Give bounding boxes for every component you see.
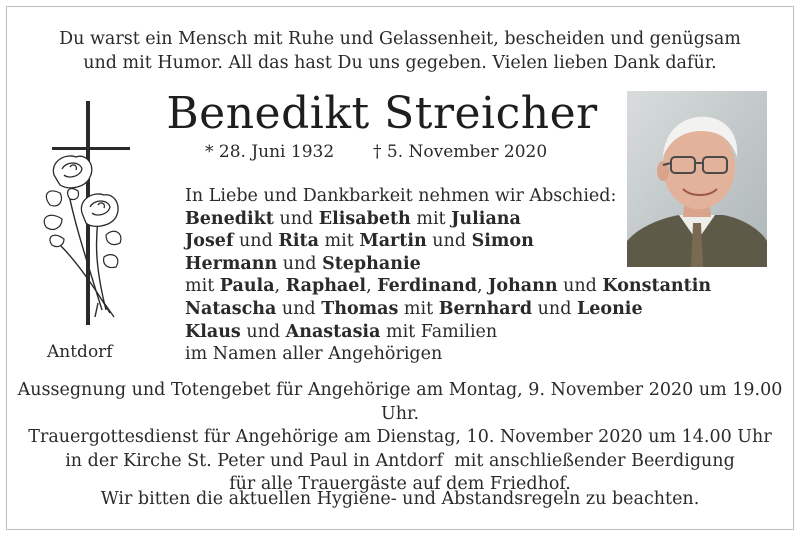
family-line-2 (185, 230, 645, 253)
family-name: Martin (359, 231, 427, 252)
intro-line-1: Du warst ein Mensch mit Ruhe und Gelassenheit, bescheiden und genügsam (59, 29, 741, 49)
family-name: Johann (488, 276, 558, 297)
family-connector: und (276, 298, 322, 319)
obituary-notice (7, 7, 793, 529)
family-separator: , (476, 276, 489, 297)
family-line-5 (185, 298, 645, 321)
family-connector: mit (398, 298, 439, 319)
family-connector: mit (318, 231, 360, 252)
family-name: Bernhard (438, 298, 533, 319)
family-line-7: im Namen aller Angehörigen (185, 344, 443, 365)
family-name: Raphael (285, 276, 367, 297)
family-name: Thomas (321, 298, 399, 319)
family-name: Rita (278, 231, 319, 252)
closing-note: Wir bitten die aktuellen Hygiene- und Abstandsregeln zu beachten. (100, 489, 700, 509)
family-connector: und (532, 298, 577, 319)
family-list (185, 185, 712, 366)
family-line-3 (185, 253, 645, 276)
intro-line-2: und mit Humor. All das hast Du uns gegeben. Vielen lieben Dank dafür. (83, 53, 717, 73)
family-name: Juliana (451, 208, 521, 229)
family-name: Elisabeth (318, 208, 411, 229)
family-name: Josef (185, 231, 234, 252)
family-name: Benedikt (185, 208, 274, 229)
family-line-1 (185, 208, 645, 231)
family-name: Ferdinand (377, 276, 477, 297)
family-name: Natascha (185, 298, 277, 319)
family-connector: mit Familien (380, 321, 498, 342)
family-connector: und (557, 276, 603, 297)
family-connector: und (273, 208, 319, 229)
service-details (7, 379, 793, 497)
family-connector: und (233, 231, 279, 252)
family-name: Klaus (185, 321, 241, 342)
service-line-1: Aussegnung und Totengebet für Angehörige am Montag, 9. November 2020 um 19.00 Uhr. (17, 380, 783, 424)
cross-with-roses-icon (40, 95, 130, 325)
family-heading: In Liebe und Dankbarkeit nehmen wir Abschied: (185, 186, 617, 206)
family-name: Simon (471, 231, 534, 252)
family-connector: und (426, 231, 472, 252)
family-line-4 (185, 275, 712, 298)
family-connector: und (277, 253, 323, 274)
family-name: Anastasia (285, 321, 381, 342)
family-connector: mit (185, 276, 220, 297)
portrait-photo (627, 91, 767, 267)
service-line-2: Trauergottesdienst für Angehörige am Dienstag, 10. November 2020 um 14.00 Uhr (28, 427, 772, 447)
death-date: † 5. November 2020 (373, 142, 548, 162)
place-name: Antdorf (47, 342, 113, 362)
family-separator: , (274, 276, 286, 297)
deceased-name: Benedikt Streicher (166, 88, 598, 139)
family-connector: mit (410, 208, 452, 229)
birth-date: * 28. Juni 1932 (205, 142, 335, 162)
service-line-4: für alle Trauergäste auf dem Friedhof. (229, 474, 571, 494)
family-line-6 (185, 321, 645, 344)
service-line-3: in der Kirche St. Peter und Paul in Antdorf mit anschließender Beerdigung (65, 450, 735, 471)
family-name: Leonie (576, 298, 643, 319)
family-connector: und (240, 321, 286, 342)
family-name: Konstantin (602, 276, 712, 297)
intro-text (7, 27, 793, 75)
family-name: Paula (219, 276, 275, 297)
family-separator: , (366, 276, 378, 297)
family-name: Stephanie (322, 253, 421, 274)
family-name: Hermann (185, 253, 278, 274)
